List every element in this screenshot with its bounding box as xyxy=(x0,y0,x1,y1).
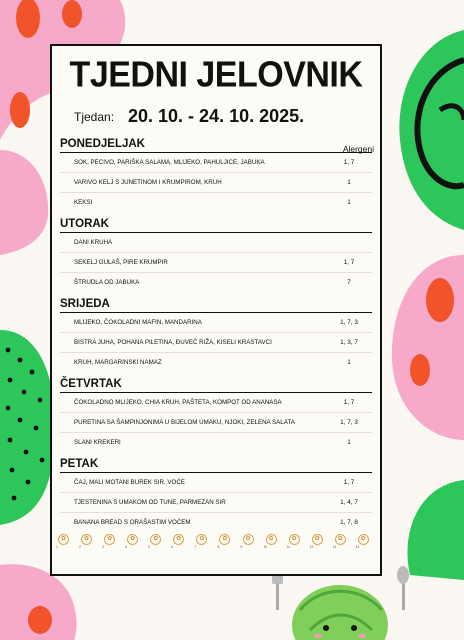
legend-number: 12 xyxy=(309,545,314,549)
day-section xyxy=(60,298,372,372)
day-section xyxy=(60,458,372,532)
meal-text: ČOKOLADNO MLIJEKO, CHIA KRUH, PAŠTETA, KOMPOT OD ANANASA xyxy=(74,398,282,406)
meal-text: ČAJ, MALI MOTANI BUREK SIR, VOĆE xyxy=(74,478,185,486)
meal-allergens: 1, 7 xyxy=(343,258,355,266)
legend-number: 10 xyxy=(263,545,268,549)
meal-row xyxy=(60,253,372,273)
day-title: ČETVRTAK xyxy=(60,378,372,393)
day-title: PETAK xyxy=(60,458,372,473)
wheat-icon: ✿ xyxy=(58,534,69,545)
legend-item xyxy=(264,534,284,572)
meal-row xyxy=(60,393,372,413)
meal-row xyxy=(60,233,372,253)
meal-text: MLIJEKO, ČOKOLADNI MAFIN, MANDARINA xyxy=(74,318,202,326)
week-label: Tjedan: xyxy=(74,110,115,124)
soy-icon: ✿ xyxy=(173,534,184,545)
meal-allergens: 1, 7 xyxy=(343,398,355,406)
fish-icon: ✿ xyxy=(127,534,138,545)
menu-card xyxy=(50,44,382,576)
meal-row xyxy=(60,153,372,173)
legend-item xyxy=(241,534,261,572)
legend-number: 11 xyxy=(286,545,290,549)
meal-text: BANANA BREAD S ORAŠASTIM VOĆEM xyxy=(74,518,191,526)
legend-number: 8 xyxy=(217,545,220,549)
lupin-icon: ✿ xyxy=(335,534,346,545)
meal-row xyxy=(60,353,372,372)
meal-text: KRUH, MARGARINSKI NAMAZ xyxy=(74,358,162,366)
meal-row xyxy=(60,413,372,433)
egg-icon: ✿ xyxy=(104,534,115,545)
meal-row xyxy=(60,273,372,292)
meal-row xyxy=(60,493,372,513)
allergen-legend xyxy=(56,534,376,572)
mollusc-icon: ✿ xyxy=(358,534,369,545)
meal-allergens: 7 xyxy=(347,278,351,286)
meal-allergens: 1 xyxy=(347,438,351,446)
legend-item xyxy=(287,534,307,572)
crab-icon: ✿ xyxy=(81,534,92,545)
celery-icon: ✿ xyxy=(243,534,254,545)
meal-allergens: 1, 3, 7 xyxy=(340,338,358,346)
mustard-icon: ✿ xyxy=(266,534,277,545)
menu-title: TJEDNI JELOVNIK xyxy=(69,55,363,95)
meal-allergens: 1, 7, 3 xyxy=(340,418,358,426)
legend-number: 5 xyxy=(148,545,151,549)
meal-text: KEKSI xyxy=(74,198,93,206)
legend-number: 9 xyxy=(240,545,243,549)
meal-row xyxy=(60,313,372,333)
meal-allergens: 1, 7 xyxy=(343,158,355,166)
nut-icon: ✿ xyxy=(219,534,230,545)
peanut-icon: ✿ xyxy=(150,534,161,545)
meal-row xyxy=(60,513,372,532)
day-section xyxy=(60,218,372,292)
meal-text: PURETINA SA ŠAMPINJONIMA U BIJELOM UMAKU, NJOKI, ZELENA SALATA xyxy=(74,418,295,426)
day-title: UTORAK xyxy=(60,218,372,233)
meal-text: SOK, PECIVO, PARIŠKA SALAMA, MLIJEKO, PAHULJICE, JABUKA xyxy=(74,158,265,166)
meal-allergens: 1 xyxy=(347,178,351,186)
meal-row xyxy=(60,193,372,212)
legend-item xyxy=(79,534,99,572)
legend-item xyxy=(56,534,76,572)
meal-allergens: 1 xyxy=(347,198,351,206)
meal-text: TJESTENINA S UMAKOM OD TUNE, PARMEZAN SIR xyxy=(74,498,226,506)
meal-row xyxy=(60,173,372,193)
legend-item xyxy=(194,534,214,572)
meal-allergens: 1, 7 xyxy=(343,478,355,486)
legend-number: 2 xyxy=(79,545,81,549)
meal-text: VARIVO KELJ S JUNETINOM I KRUMPIROM, KRUH xyxy=(74,178,222,186)
day-title: PONEDJELJAK xyxy=(60,138,372,153)
cabbage-mascot xyxy=(272,566,409,640)
sulphite-icon: ✿ xyxy=(312,534,323,545)
meal-allergens: 1, 4, 7 xyxy=(340,498,358,506)
legend-number: 14 xyxy=(355,545,360,549)
legend-item xyxy=(217,534,237,572)
week-dates: 20. 10. - 24. 10. 2025. xyxy=(128,106,305,126)
meal-text: BISTRA JUHA, POHANA PILETINA, ĐUVEČ RIŽA, KISELI KRASTAVCI xyxy=(74,338,272,346)
day-title: SRIJEDA xyxy=(60,298,372,313)
meal-text: SEKELJ GULAŠ, PIRE KRUMPIR xyxy=(74,258,168,266)
meal-text: ŠTRUDLA OD JABUKA xyxy=(74,278,140,286)
legend-item xyxy=(125,534,145,572)
legend-number: 4 xyxy=(125,545,127,549)
allergens-header: Alergeni xyxy=(342,144,374,154)
meal-row xyxy=(60,333,372,353)
legend-item xyxy=(148,534,168,572)
meal-allergens: 1, 7, 3 xyxy=(340,318,358,326)
day-section xyxy=(60,138,372,212)
days-list xyxy=(60,138,372,532)
day-section xyxy=(60,378,372,452)
meal-text: DANI KRUHA xyxy=(74,238,113,246)
legend-number: 1 xyxy=(56,545,58,549)
meal-allergens: 1 xyxy=(347,358,351,366)
legend-number: 13 xyxy=(332,545,337,549)
sesame-icon: ✿ xyxy=(289,534,300,545)
milk-icon: ✿ xyxy=(196,534,207,545)
meal-allergens: 1, 7, 8 xyxy=(340,518,358,526)
legend-item xyxy=(333,534,353,572)
legend-item xyxy=(356,534,376,572)
legend-item xyxy=(171,534,191,572)
legend-number: 3 xyxy=(102,545,104,549)
legend-number: 6 xyxy=(171,545,174,549)
legend-number: 7 xyxy=(194,545,197,549)
legend-item xyxy=(102,534,122,572)
meal-text: SLANI KREKERI xyxy=(74,438,121,446)
meal-row xyxy=(60,473,372,493)
legend-item xyxy=(310,534,330,572)
meal-row xyxy=(60,433,372,452)
